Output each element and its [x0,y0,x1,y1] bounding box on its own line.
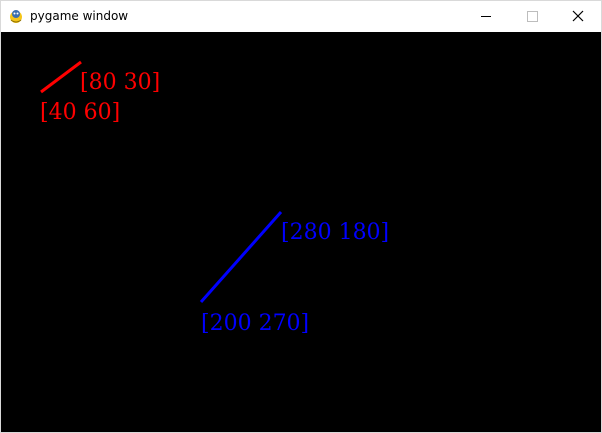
maximize-button[interactable] [509,1,555,31]
title-bar[interactable] [1,1,601,31]
blue-line-end-label: [280 180] [281,220,390,245]
minimize-button[interactable] [463,1,509,31]
minimize-icon [463,1,509,31]
pygame-snake-icon [8,8,24,24]
close-button[interactable] [555,1,601,31]
red-line [41,62,81,92]
blue-line-start-label: [200 270] [201,311,310,336]
blue-line [201,212,281,302]
window-title: pygame window [30,9,129,23]
red-line-start-label: [40 60] [40,100,121,125]
game-canvas[interactable] [1,32,601,432]
red-line-end-label: [80 30] [80,70,161,95]
maximize-icon [509,1,555,31]
close-icon [555,1,601,31]
